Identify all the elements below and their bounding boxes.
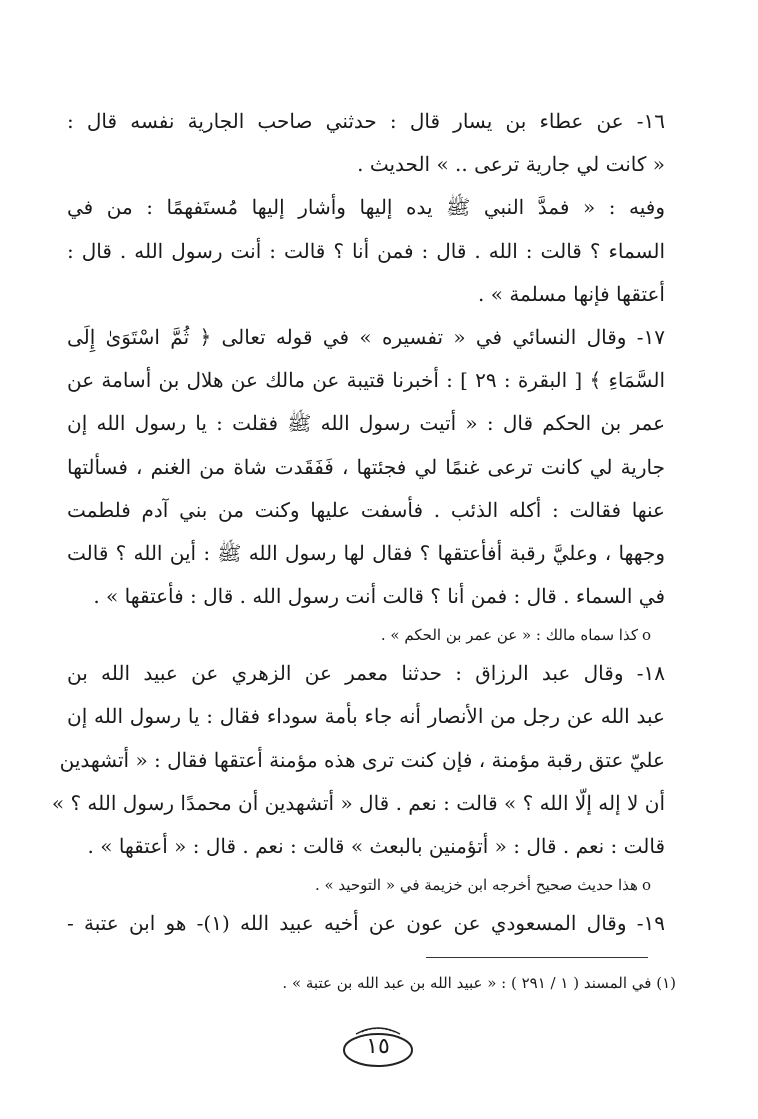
text-line-1: ١٦- عن عطاء بن يسار قال : حدثني صاحب الجارية نفسه قال : <box>67 109 665 133</box>
text-line-20: ١٩- وقال المسعودي عن عون عن أخيه عبيد الله (١)- هو ابن عتبة - <box>67 911 665 936</box>
footnote-divider <box>426 957 648 958</box>
text-line-10: عنها فقالت : أكله الذئب . فأسفت عليها وكنت من بني آدم فلطمت <box>67 497 665 522</box>
text-line-12: في السماء . قال : فمن أنا ؟ قالت أنت رسول الله . قال : فأعتقها » . <box>93 584 665 609</box>
text-line-17: أن لا إله إلّا الله ؟ » قالت : نعم . قال « أتشهدين أن محمدًا رسول الله ؟ » <box>51 790 665 815</box>
text-line-18: قالت : نعم . قال : « أتؤمنين بالبعث » قالت : نعم . قال : « أعتقها » . <box>87 834 665 858</box>
note-bullet: o <box>641 626 651 645</box>
text-line-2: « كانت لي جارية ترعى .. » الحديث . <box>357 152 665 177</box>
text-line-6: ١٧- وقال النسائي في « تفسيره » في قوله تعالى ﴿ ثُمَّ اسْتَوَىٰ إِلَى <box>67 324 665 349</box>
text-line-9: جارية لي كانت ترعى غنمًا لي فجئتها ، فَفَقَدت شاة من الغنم ، فسألتها <box>67 454 665 479</box>
text-line-4: السماء ؟ قالت : الله . قال : فمن أنا ؟ قالت : أنت رسول الله . قال : <box>67 238 665 263</box>
text-line-8: عمر بن الحكم قال : « أتيت رسول الله ﷺ فقلت : يا رسول الله إن <box>67 411 665 436</box>
text-line-3: وفيه : « فمدَّ النبي ﷺ يده إليها وأشار إليها مُستَفهمًا : من في <box>67 195 665 220</box>
page-number-ornament <box>336 1020 420 1074</box>
note-bullet: o <box>641 876 651 895</box>
text-line-16: عليّ عتق رقبة مؤمنة ، فإن كنت ترى هذه مؤمنة أعتقها فقال : « أتشهدين <box>59 747 665 772</box>
text-line-15: عبد الله عن رجل من الأنصار أنه جاء بأمة سوداء فقال : يا رسول الله إن <box>67 704 665 729</box>
footnote: (١) في المسند ( ١ / ٢٩١ ) : « عبيد الله بن عبد الله بن عتبة » . <box>282 974 676 992</box>
note-text-1: كذا سماه مالك : « عن عمر بن الحكم » . <box>380 626 638 645</box>
text-line-7: السَّمَاءِ ﴾ [ البقرة : ٢٩ ] : أخبرنا قتيبة عن مالك عن هلال بن أسامة عن <box>67 368 665 393</box>
note-line-1 <box>67 618 665 652</box>
body-text <box>51 100 665 945</box>
text-line-5: أعتقها فإنها مسلمة » . <box>478 281 665 306</box>
page-number: ١٥ <box>366 1034 390 1059</box>
note-text-2: هذا حديث صحيح أخرجه ابن خزيمة في « التوحيد » . <box>314 876 638 895</box>
note-line-2 <box>67 868 665 902</box>
text-line-14: ١٨- وقال عبد الرزاق : حدثنا معمر عن الزهري عن عبيد الله بن <box>67 661 665 686</box>
text-line-11: وجهها ، وعليَّ رقبة أفأعتقها ؟ فقال لها رسول الله ﷺ : أين الله ؟ قالت <box>67 540 665 565</box>
